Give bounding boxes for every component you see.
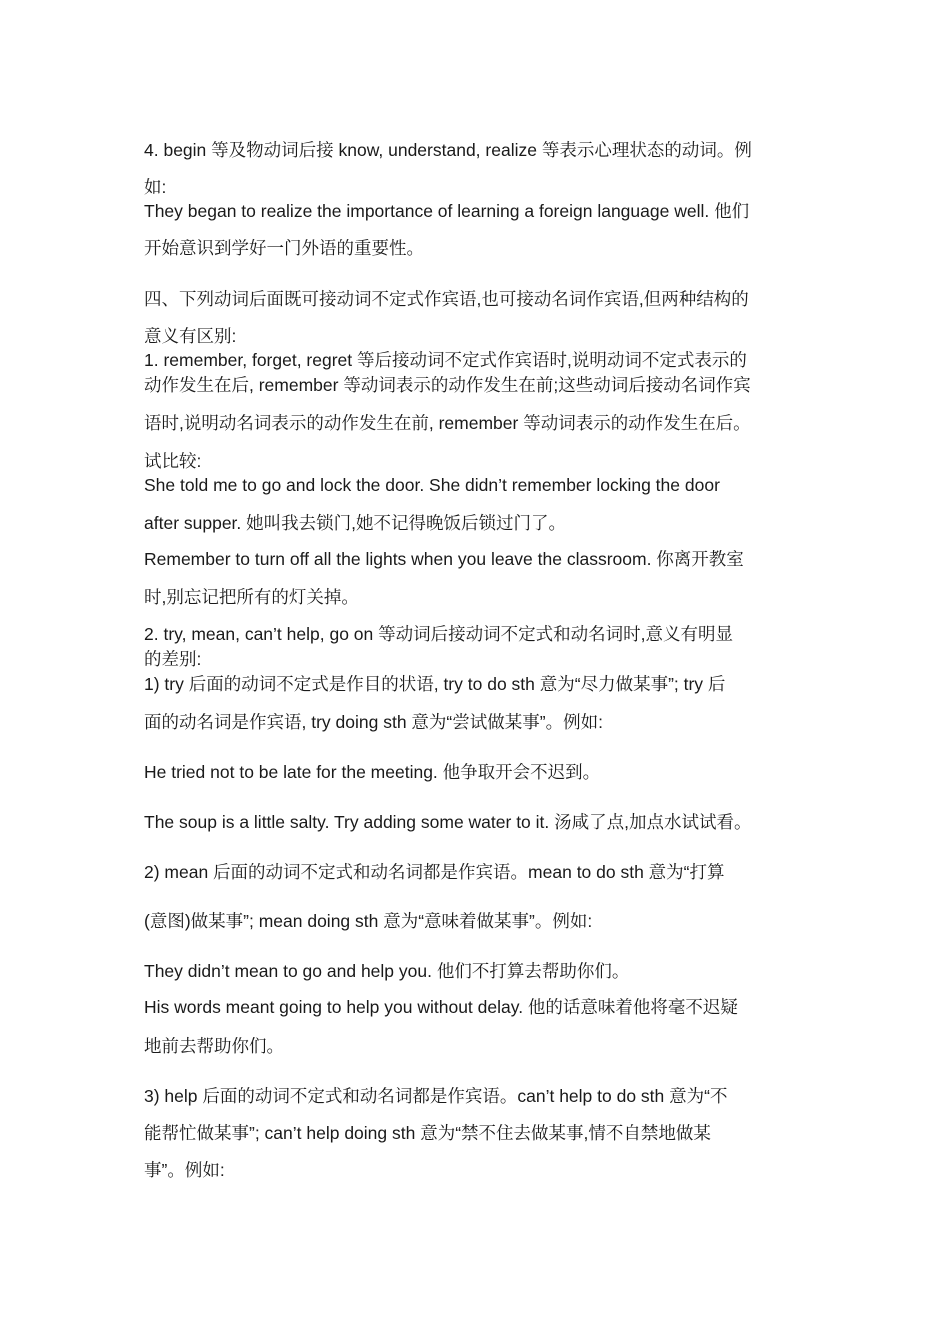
text-line: 2. try, mean, can’t help, go on 等动词后接动词不定式和动名词时,意义有明显 xyxy=(144,624,733,644)
text-line: His words meant going to help you without delay. 他的话意味着他将毫不迟疑 xyxy=(144,997,738,1017)
text-line: He tried not to be late for the meeting. 他争取开会不迟到。 xyxy=(144,762,601,782)
text-line: 1) try 后面的动词不定式是作目的状语, try to do sth 意为“尽力做某事”; try 后 xyxy=(144,674,726,694)
text-line: 2) mean 后面的动词不定式和动名词都是作宾语。mean to do sth 意为“打算 xyxy=(144,862,725,882)
text-line: They began to realize the importance of learning a foreign language well. 他们 xyxy=(144,201,750,221)
text-line: (意图)做某事”; mean doing sth 意为“意味着做某事”。例如: xyxy=(144,911,593,931)
text-line: 语时,说明动名词表示的动作发生在前, remember 等动词表示的动作发生在后。 xyxy=(144,413,751,433)
text-line: She told me to go and lock the door. She didn’t remember locking the door xyxy=(144,475,720,495)
text-line: 的差别: xyxy=(144,649,202,669)
text-line: 动作发生在后, remember 等动词表示的动作发生在前;这些动词后接动名词作宾 xyxy=(144,375,751,395)
text-line: 如: xyxy=(144,177,167,197)
text-line: 4. begin 等及物动词后接 know, understand, realize 等表示心理状态的动词。例 xyxy=(144,140,752,160)
text-line: 开始意识到学好一门外语的重要性。 xyxy=(144,238,424,258)
text-line: 事”。例如: xyxy=(144,1160,225,1180)
text-line: 地前去帮助你们。 xyxy=(144,1036,284,1056)
text-line: 时,别忘记把所有的灯关掉。 xyxy=(144,587,359,607)
text-line: Remember to turn off all the lights when you leave the classroom. 你离开教室 xyxy=(144,549,744,569)
text-line: 能帮忙做某事”; can’t help doing sth 意为“禁不住去做某事,情不自禁地做某 xyxy=(144,1123,711,1143)
text-line: 试比较: xyxy=(144,451,202,471)
text-line: after supper. 她叫我去锁门,她不记得晚饭后锁过门了。 xyxy=(144,513,567,533)
text-line: 面的动名词是作宾语, try doing sth 意为“尝试做某事”。例如: xyxy=(144,712,603,732)
text-line: 3) help 后面的动词不定式和动名词都是作宾语。can’t help to do sth 意为“不 xyxy=(144,1086,728,1106)
text-line: 四、下列动词后面既可接动词不定式作宾语,也可接动名词作宾语,但两种结构的 xyxy=(144,289,749,309)
text-line: 1. remember, forget, regret 等后接动词不定式作宾语时,说明动词不定式表示的 xyxy=(144,350,747,370)
text-line: 意义有区别: xyxy=(144,326,237,346)
text-line: The soup is a little salty. Try adding some water to it. 汤咸了点,加点水试试看。 xyxy=(144,812,752,832)
text-line: They didn’t mean to go and help you. 他们不打算去帮助你们。 xyxy=(144,961,630,981)
